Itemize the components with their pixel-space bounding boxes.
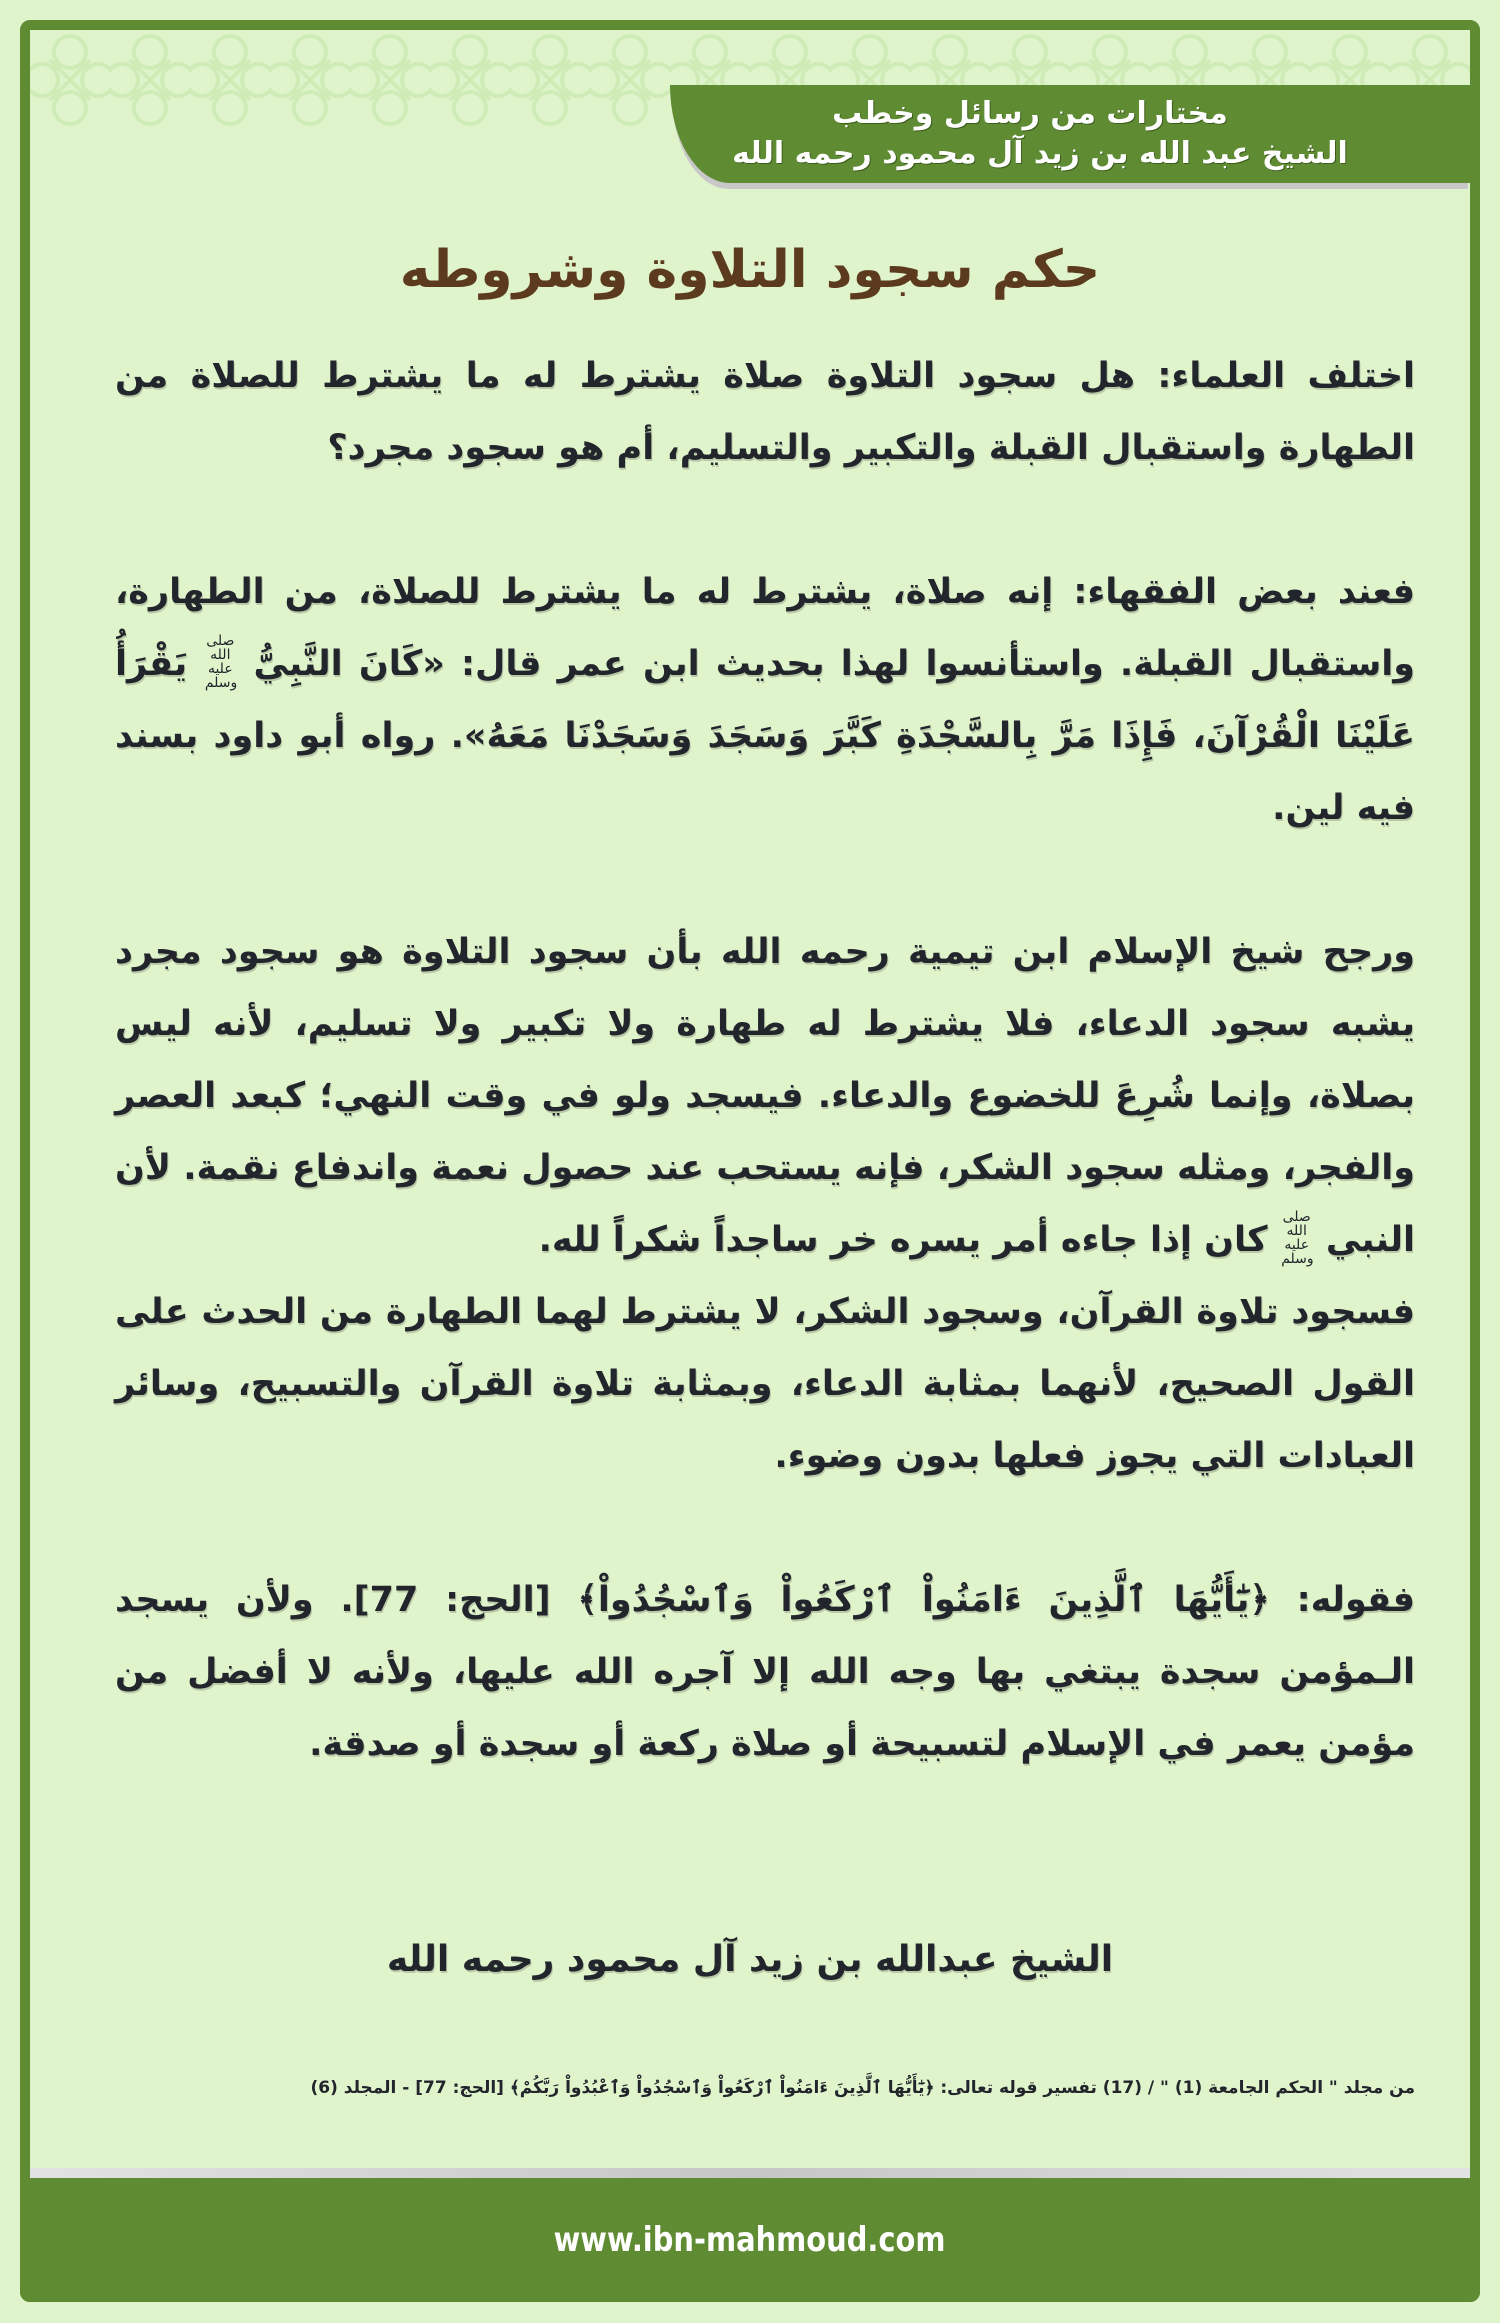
paragraph-4: فسجود تلاوة القرآن، وسجود الشكر، لا يشترط لهما الطهارة من الحدث على القول الصحيح، لأنهما بمثابة الدعاء، وبمثابة تلاوة القرآن والتسبيح، وسائر العبادات التي يجوز فعلها بدون وضوء.	[115, 1292, 1415, 1476]
paragraph-3	[115, 916, 1415, 1276]
paragraph-3-text-a: ورجح شيخ الإسلام ابن تيمية رحمه الله بأن سجود التلاوة هو سجود مجرد يشبه سجود الدعاء، فلا يشترط له طهارة ولا تكبير ولا تسليم، لأنه ليس بصلاة، وإنما شُرِعَ للخضوع والدعاء. فيسجد ولو في وقت النهي؛ كبعد العصر والفجر، ومثله سجود الشكر، فإنه يستحب عند حصول نعمة واندفاع نقمة. لأن النبي	[115, 932, 1415, 1260]
paragraph-1: اختلف العلماء: هل سجود التلاوة صلاة يشترط له ما يشترط للصلاة من الطهارة واستقبال القبلة والتكبير والتسليم، أم هو سجود مجرد؟	[115, 356, 1415, 468]
paragraph-5: فقوله: ﴿يَٰٓأَيُّهَا ٱلَّذِينَ ءَامَنُواْ ٱرْكَعُواْ وَٱسْجُدُواْ﴾ [الحج: 77]. ولأن يسجد الـمؤمن سجدة يبتغي بها وجه الله إلا آجره الله عليها، ولأنه لا أفضل من مؤمن يعمر في الإسلام لتسبيحة أو صلاة ركعة أو سجدة أو صدقة.	[115, 1580, 1415, 1764]
salawat-honorific-icon: صلى الله عليه وسلم	[204, 633, 238, 691]
banner-author-name: الشيخ عبد الله بن زيد آل محمود رحمه الله	[732, 136, 1348, 171]
article-body	[115, 340, 1415, 1852]
source-citation: من مجلد " الحكم الجامعة (1) " / (17) تفسير قوله تعالى: ﴿يَٰٓأَيُّهَا ٱلَّذِينَ ءَامَنُواْ ٱرْكَعُواْ وَٱسْجُدُواْ وَٱعْبُدُواْ رَبَّكُمْ﴾ [الحج: 77] - المجلد (6)	[310, 2078, 1415, 2098]
footer-divider	[30, 2168, 1470, 2178]
paragraph-3-text-b: كان إذا جاءه أمر يسره خر ساجداً شكراً لله.	[538, 1220, 1268, 1260]
website-link[interactable]: www.ibn-mahmoud.com	[554, 2220, 946, 2260]
author-signature: الشيخ عبدالله بن زيد آل محمود رحمه الله	[386, 1939, 1114, 1980]
banner-series-title: مختارات من رسائل وخطب	[832, 96, 1228, 131]
paragraph-2-text-b: يَقْرَأُ عَلَيْنَا الْقُرْآنَ، فَإِذَا مَرَّ بِالسَّجْدَةِ كَبَّرَ وَسَجَدَ وَسَجَدْنَا مَعَهُ». رواه أبو داود بسند فيه لين.	[115, 644, 1415, 828]
page-frame	[20, 20, 1480, 2302]
footer-bar	[20, 2178, 1480, 2302]
article-title: حكم سجود التلاوة وشروطه	[399, 240, 1101, 300]
salawat-honorific-icon: صلى الله عليه وسلم	[1281, 1209, 1314, 1267]
paragraph-2-text-a: فعند بعض الفقهاء: إنه صلاة، يشترط له ما يشترط للصلاة، من الطهارة، واستقبال القبلة. واستأنسوا لهذا بحديث ابن عمر قال: «كَانَ النَّبِيُّ	[115, 572, 1416, 684]
header-banner	[670, 85, 1470, 183]
paragraph-2	[115, 556, 1415, 844]
